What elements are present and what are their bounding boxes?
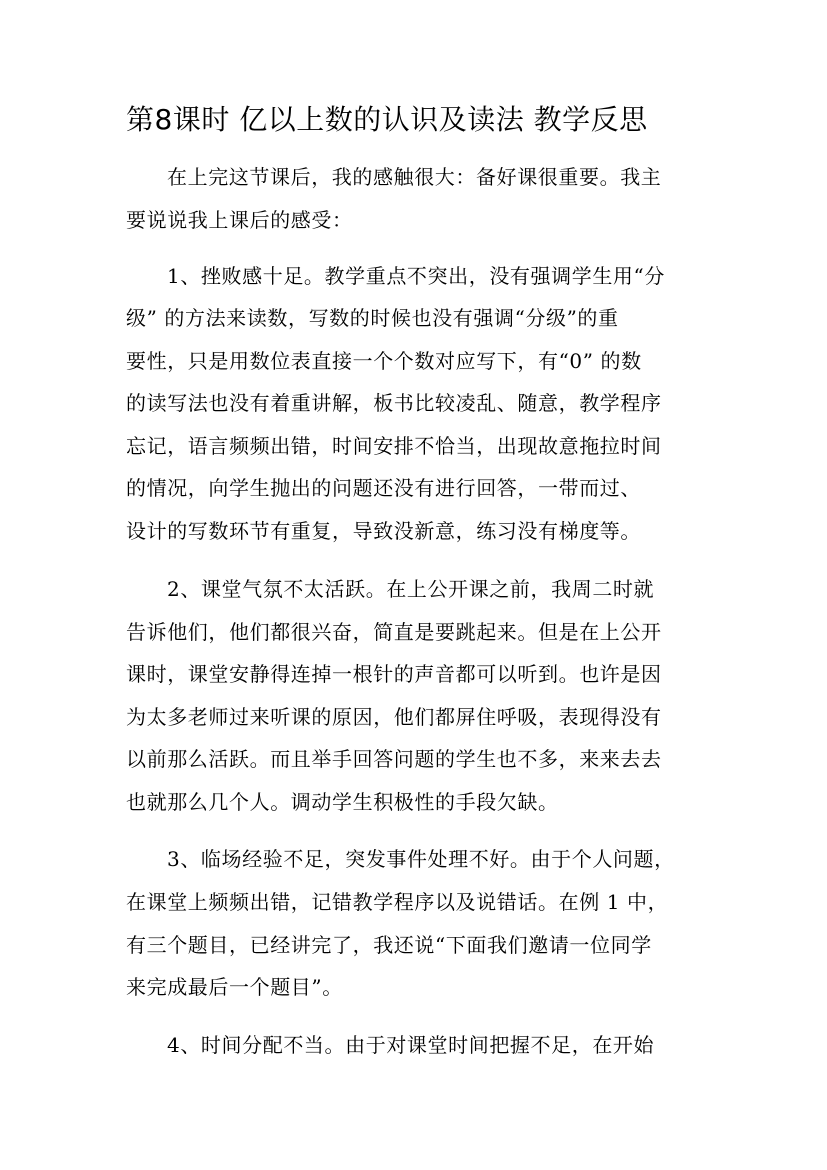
paragraph-4-line-3: 有三个题目，已经讲完了，我还说“下面我们邀请一位同学	[126, 933, 652, 957]
paragraph-4-line-2: 在课堂上频频出错，记错教学程序以及说错话。在例 1 中，	[126, 890, 669, 914]
paragraph-4-line-1: 3、临场经验不足，突发事件处理不好。由于个人问题，	[167, 847, 675, 871]
paragraph-3-line-2: 告诉他们，他们都很兴奋，简直是要跳起来。但是在上公开	[126, 620, 662, 644]
paragraph-2-line-3: 要性，只是用数位表直接一个个数对应写下，有“0” 的数	[126, 349, 642, 373]
paragraph-3-line-4: 为太多老师过来听课的原因，他们都屏住呼吸，表现得没有	[126, 705, 662, 729]
paragraph-3-line-5: 以前那么活跃。而且举手回答问题的学生也不多，来来去去	[126, 747, 662, 771]
paragraph-2-line-4: 的读写法也没有着重讲解，板书比较凌乱、随意，教学程序	[126, 391, 662, 415]
paragraph-1-line-1: 在上完这节课后，我的感触很大：备好课很重要。我主	[167, 165, 662, 189]
paragraph-3-line-6: 也就那么几个人。调动学生积极性的手段欠缺。	[126, 790, 559, 814]
paragraph-2-line-1: 1、挫败感十足。教学重点不突出，没有强调学生用“分	[167, 264, 665, 288]
paragraph-1-line-2: 要说说我上课后的感受：	[126, 208, 353, 232]
paragraph-3-line-3: 课时，课堂安静得连掉一根针的声音都可以听到。也许是因	[126, 662, 662, 686]
paragraph-4-line-4: 来完成最后一个题目”。	[126, 975, 343, 999]
paragraph-2-line-5: 忘记，语言频频出错，时间安排不恰当，出现故意拖拉时间	[126, 434, 662, 458]
paragraph-2-line-7: 设计的写数环节有重复，导致没新意，练习没有梯度等。	[126, 519, 641, 543]
paragraph-2-line-2: 级” 的方法来读数，写数的时候也没有强调“分级”的重	[126, 306, 619, 330]
paragraph-2-line-6: 的情况，向学生抛出的问题还没有进行回答，一带而过、	[126, 476, 641, 500]
paragraph-3-line-1: 2、课堂气氛不太活跃。在上公开课之前，我周二时就	[167, 577, 655, 601]
paragraph-5-line-1: 4、时间分配不当。由于对课堂时间把握不足，在开始	[167, 1033, 655, 1057]
document-title: 第8课时 亿以上数的认识及读法 教学反思	[126, 103, 648, 136]
